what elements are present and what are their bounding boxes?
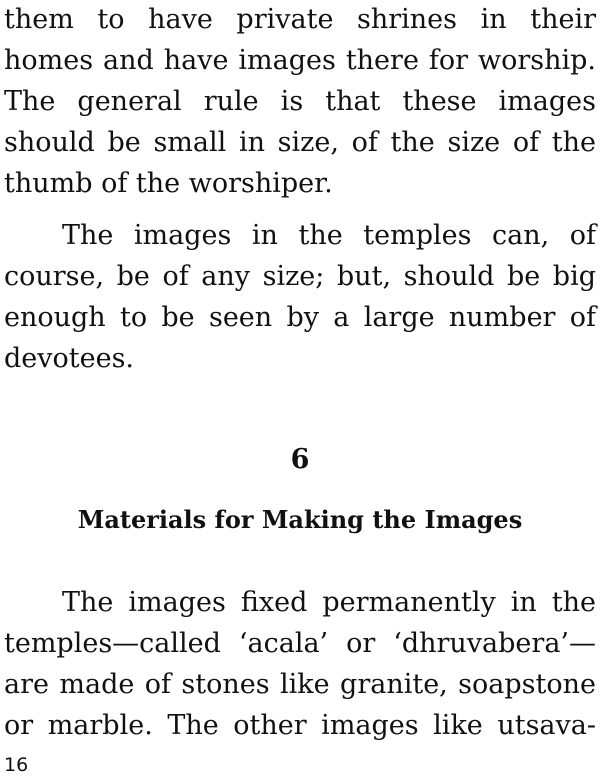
paragraph-1-line-4: should be small in size, of the size of the (4, 127, 596, 158)
paragraph-3-line-4: or marble. The other images like utsava- (4, 710, 596, 741)
paragraph-3-line-1: The images fixed permanently in the (62, 587, 596, 618)
page-number: 16 (4, 754, 29, 776)
paragraph-1-line-5: thumb of the worshiper. (4, 168, 333, 199)
paragraph-1-line-1: them to have private shrines in their (4, 4, 596, 35)
paragraph-2-line-3: enough to be seen by a large number of (4, 302, 596, 333)
paragraph-1-line-3: The general rule is that these images (4, 86, 596, 117)
paragraph-1-line-2: homes and have images there for worship. (4, 45, 596, 76)
paragraph-3-line-3: are made of stones like granite, soapstone (4, 669, 596, 700)
paragraph-3-line-2: temples—called ‘acala’ or ‘dhruvabera’— (4, 628, 596, 659)
paragraph-2-line-1: The images in the temples can, of (62, 220, 596, 251)
paragraph-2-line-4: devotees. (4, 343, 135, 374)
chapter-title: Materials for Making the Images (77, 505, 523, 534)
chapter-number: 6 (290, 444, 310, 475)
paragraph-2-line-2: course, be of any size; but, should be big (4, 261, 596, 292)
